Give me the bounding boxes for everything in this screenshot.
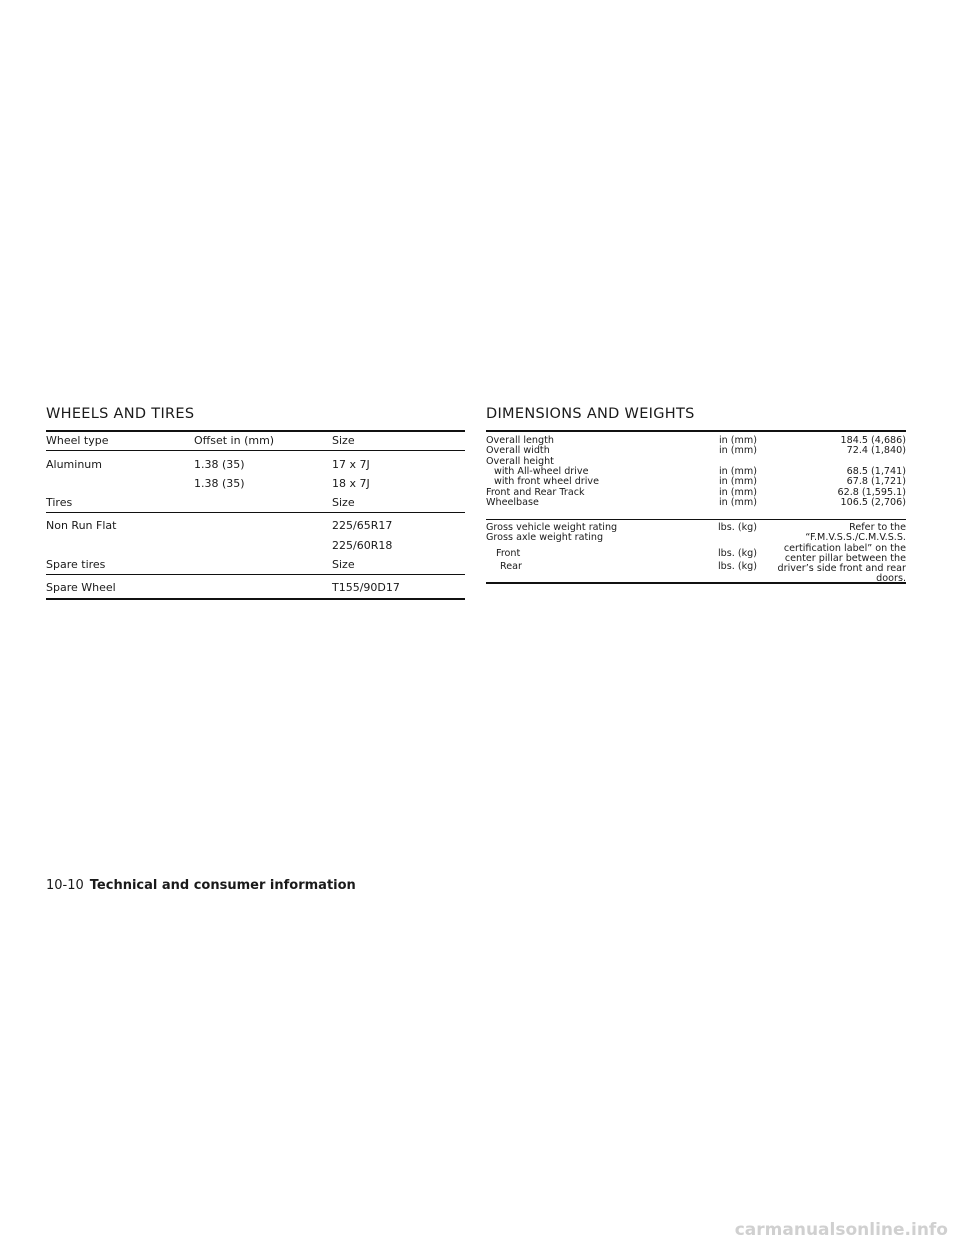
tire-type-cell: Non Run Flat xyxy=(46,519,117,532)
wheel-type-header: Wheel type xyxy=(46,434,109,447)
weight-unit: lbs. (kg) xyxy=(718,522,757,533)
weight-label: Gross vehicle weight rating xyxy=(486,522,618,533)
dimension-label: Wheelbase xyxy=(486,497,539,508)
tire-size-cell: 225/65R17 xyxy=(332,519,393,532)
page-number: 10-10 xyxy=(46,878,84,893)
spare-size-header: Size xyxy=(332,558,355,571)
size-header: Size xyxy=(332,434,355,447)
dimension-value: 184.5 (4,686) xyxy=(840,435,906,446)
wheels-section-title: WHEELS AND TIRES xyxy=(46,406,195,422)
spare-rule xyxy=(46,574,465,575)
weight-label: Gross axle weight rating xyxy=(486,532,604,543)
wheel-type-cell: Aluminum xyxy=(46,458,102,471)
weight-rating-note: Refer to the “F.M.V.S.S./C.M.V.S.S. certification label” on the center pillar between the driver’s side front and rear doors. xyxy=(777,522,906,585)
dimension-value: 67.8 (1,721) xyxy=(846,476,906,487)
spare-tires-header: Spare tires xyxy=(46,558,106,571)
wheels-bottom-rule xyxy=(46,598,465,600)
tires-header: Tires xyxy=(46,496,73,509)
tire-size-cell: 225/60R18 xyxy=(332,539,393,552)
dimension-value: 62.8 (1,595.1) xyxy=(837,487,906,498)
page-footer xyxy=(46,878,356,893)
dimension-unit: in (mm) xyxy=(719,497,757,508)
size-cell: 18 x 7J xyxy=(332,477,370,490)
dimension-label: with All-wheel drive xyxy=(494,466,589,477)
offset-cell: 1.38 (35) xyxy=(194,477,245,490)
offset-cell: 1.38 (35) xyxy=(194,458,245,471)
dimensions-section-title: DIMENSIONS AND WEIGHTS xyxy=(486,406,695,422)
wheels-header-rule xyxy=(46,430,465,432)
dimensions-header-rule xyxy=(486,430,906,432)
spare-type-cell: Spare Wheel xyxy=(46,581,116,594)
dimension-unit: in (mm) xyxy=(719,487,757,498)
dimension-value: 68.5 (1,741) xyxy=(846,466,906,477)
watermark: carmanualsonline.info xyxy=(734,1220,948,1240)
dimension-label: Front and Rear Track xyxy=(486,487,585,498)
offset-header: Offset in (mm) xyxy=(194,434,275,447)
dimension-unit: in (mm) xyxy=(719,435,757,446)
dimensions-bottom-rule xyxy=(486,582,906,584)
spare-size-cell: T155/90D17 xyxy=(332,581,400,594)
wheels-subheader-rule xyxy=(46,450,465,451)
weight-unit: lbs. (kg) xyxy=(718,548,757,559)
dimension-unit: in (mm) xyxy=(719,445,757,456)
dimension-unit: in (mm) xyxy=(719,476,757,487)
dimension-value: 72.4 (1,840) xyxy=(846,445,906,456)
tires-rule xyxy=(46,512,465,513)
dimension-label: Overall height xyxy=(486,456,554,467)
tires-size-header: Size xyxy=(332,496,355,509)
weight-unit: lbs. (kg) xyxy=(718,561,757,572)
dimension-label: with front wheel drive xyxy=(494,476,600,487)
dimension-unit: in (mm) xyxy=(719,466,757,477)
dimensions-divider xyxy=(486,519,906,520)
weight-label: Front xyxy=(496,548,521,559)
dimension-label: Overall width xyxy=(486,445,550,456)
size-cell: 17 x 7J xyxy=(332,458,370,471)
chapter-title: Technical and consumer information xyxy=(89,878,356,893)
dimension-label: Overall length xyxy=(486,435,554,446)
weight-label: Rear xyxy=(500,561,522,572)
dimension-value: 106.5 (2,706) xyxy=(840,497,906,508)
